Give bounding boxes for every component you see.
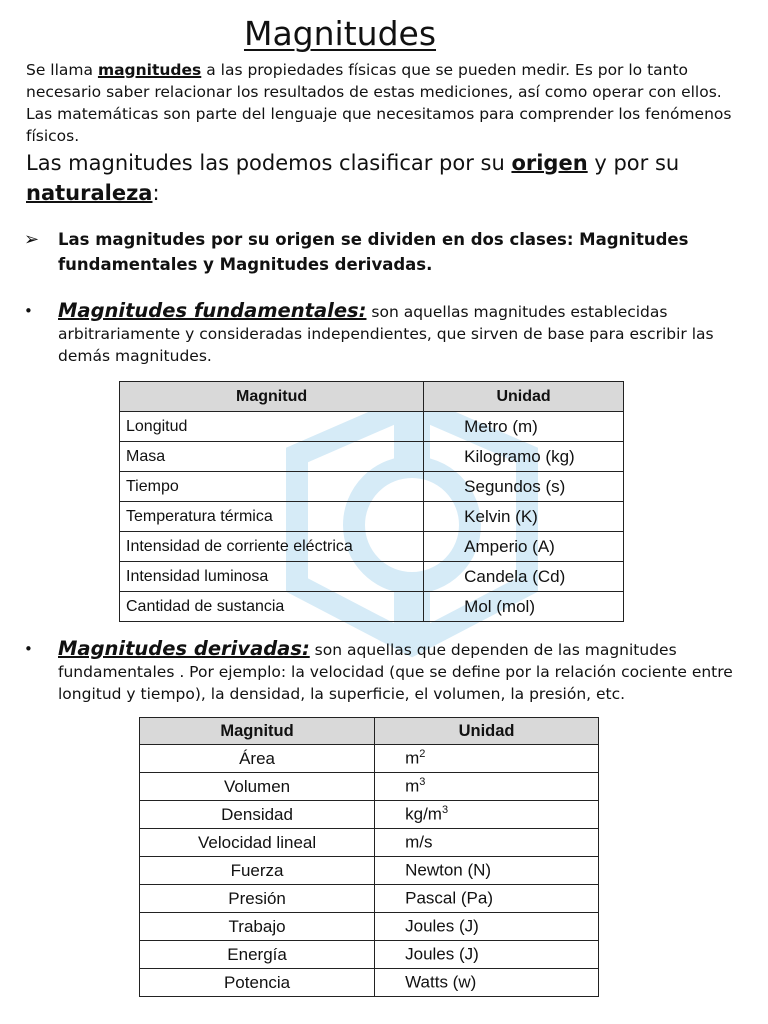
table-row (140, 745, 599, 773)
magnitude-name: Fuerza (140, 857, 375, 885)
intro-text-start: Se llama (26, 61, 98, 79)
header-unidad: Unidad (375, 718, 599, 745)
magnitude-name: Presión (140, 885, 375, 913)
table-row (120, 412, 624, 442)
magnitude-name: Temperatura térmica (120, 502, 424, 532)
unit-base: Joules (J) (405, 916, 479, 936)
table-row (140, 941, 599, 969)
unit-exponent: 2 (419, 748, 426, 761)
fundamental-magnitudes-table (119, 381, 624, 622)
table-row (140, 801, 599, 829)
magnitude-unit: Kelvin (K) (424, 502, 624, 532)
magnitude-unit (375, 913, 599, 941)
table-row (120, 532, 624, 562)
magnitude-unit (375, 885, 599, 913)
round-bullet-icon: • (24, 302, 33, 320)
magnitude-unit (375, 941, 599, 969)
table-row (140, 969, 599, 997)
magnitude-name: Intensidad luminosa (120, 562, 424, 592)
table-row (120, 562, 624, 592)
unit-base: m/s (405, 832, 433, 852)
classification-text-middle: y por su (587, 151, 680, 175)
header-magnitud: Magnitud (120, 382, 424, 412)
unit-base: Watts (w) (405, 972, 477, 992)
arrowhead-bullet-icon: ➢ (24, 229, 40, 250)
round-bullet-icon: • (24, 640, 33, 658)
table-row (120, 592, 624, 622)
fundamental-definition-item (24, 300, 744, 367)
table-row (120, 502, 624, 532)
classification-text-start: Las magnitudes las podemos clasificar por su (26, 151, 512, 175)
magnitude-name: Longitud (120, 412, 424, 442)
magnitude-unit: Mol (mol) (424, 592, 624, 622)
magnitude-name: Intensidad de corriente eléctrica (120, 532, 424, 562)
table-row (140, 913, 599, 941)
magnitude-name: Densidad (140, 801, 375, 829)
magnitude-name: Velocidad lineal (140, 829, 375, 857)
intro-paragraph (26, 59, 746, 147)
origin-statement: Las magnitudes por su origen se dividen en dos clases: Magnitudes fundamentales y Magnitudes derivadas. (58, 230, 689, 274)
unit-base: kg/m (405, 804, 442, 824)
magnitude-unit: Metro (m) (424, 412, 624, 442)
magnitude-name: Potencia (140, 969, 375, 997)
origin-statement-item (24, 227, 724, 277)
magnitude-name: Energía (140, 941, 375, 969)
intro-text-end: a las propiedades físicas que se pueden medir. Es por lo tanto necesario saber relacionar los resultados de estas mediciones, así como operar con ellos. Las matemáticas son parte del lenguaje que necesitamos para comprender los fenómenos físicos. (26, 61, 732, 145)
keyword-origen: origen (511, 151, 588, 175)
magnitude-unit: Kilogramo (kg) (424, 442, 624, 472)
magnitude-name: Trabajo (140, 913, 375, 941)
derived-definition (58, 638, 744, 705)
unit-base: Joules (J) (405, 944, 479, 964)
unit-base: m (405, 748, 420, 768)
page-title: Magnitudes (243, 14, 437, 53)
table-row (140, 773, 599, 801)
intro-keyword: magnitudes (97, 61, 202, 79)
fundamental-definition (58, 300, 744, 367)
unit-base: Pascal (Pa) (405, 888, 493, 908)
table-row (140, 829, 599, 857)
magnitude-unit (375, 773, 599, 801)
table-row (140, 857, 599, 885)
magnitude-name: Área (140, 745, 375, 773)
fundamental-text: son aquellas magnitudes establecidas arbitrariamente y consideradas independientes, que sirven de base para escribir las demás magnitudes. (58, 303, 714, 365)
magnitude-unit: Candela (Cd) (424, 562, 624, 592)
unit-base: Newton (N) (405, 860, 492, 880)
table-header-row (140, 718, 599, 745)
classification-text-end: : (152, 181, 160, 205)
table-header-row (120, 382, 624, 412)
magnitude-unit (375, 745, 599, 773)
table-row (120, 472, 624, 502)
table-row (140, 885, 599, 913)
classification-paragraph (26, 148, 746, 208)
magnitude-name: Masa (120, 442, 424, 472)
derived-magnitudes-table (139, 717, 599, 997)
unit-exponent: 3 (441, 804, 449, 817)
header-magnitud: Magnitud (140, 718, 375, 745)
derived-text: son aquellas que dependen de las magnitudes fundamentales . Por ejemplo: la velocidad (que se define por la relación cociente entre longitud y tiempo), la densidad, la superficie, el volumen, la presión, etc. (58, 641, 733, 703)
unit-base: m (405, 776, 420, 796)
magnitude-unit (375, 857, 599, 885)
magnitude-unit (375, 969, 599, 997)
magnitude-name: Cantidad de sustancia (120, 592, 424, 622)
magnitude-name: Volumen (140, 773, 375, 801)
magnitude-unit (375, 829, 599, 857)
table-row (120, 442, 624, 472)
magnitude-unit: Amperio (A) (424, 532, 624, 562)
fundamental-term: Magnitudes fundamentales: (58, 299, 367, 322)
unit-exponent: 3 (419, 776, 426, 789)
magnitude-unit (375, 801, 599, 829)
derived-term: Magnitudes derivadas: (58, 637, 310, 660)
header-unidad: Unidad (424, 382, 624, 412)
keyword-naturaleza: naturaleza (26, 181, 153, 205)
magnitude-name: Tiempo (120, 472, 424, 502)
derived-definition-item (24, 638, 744, 705)
magnitude-unit: Segundos (s) (424, 472, 624, 502)
